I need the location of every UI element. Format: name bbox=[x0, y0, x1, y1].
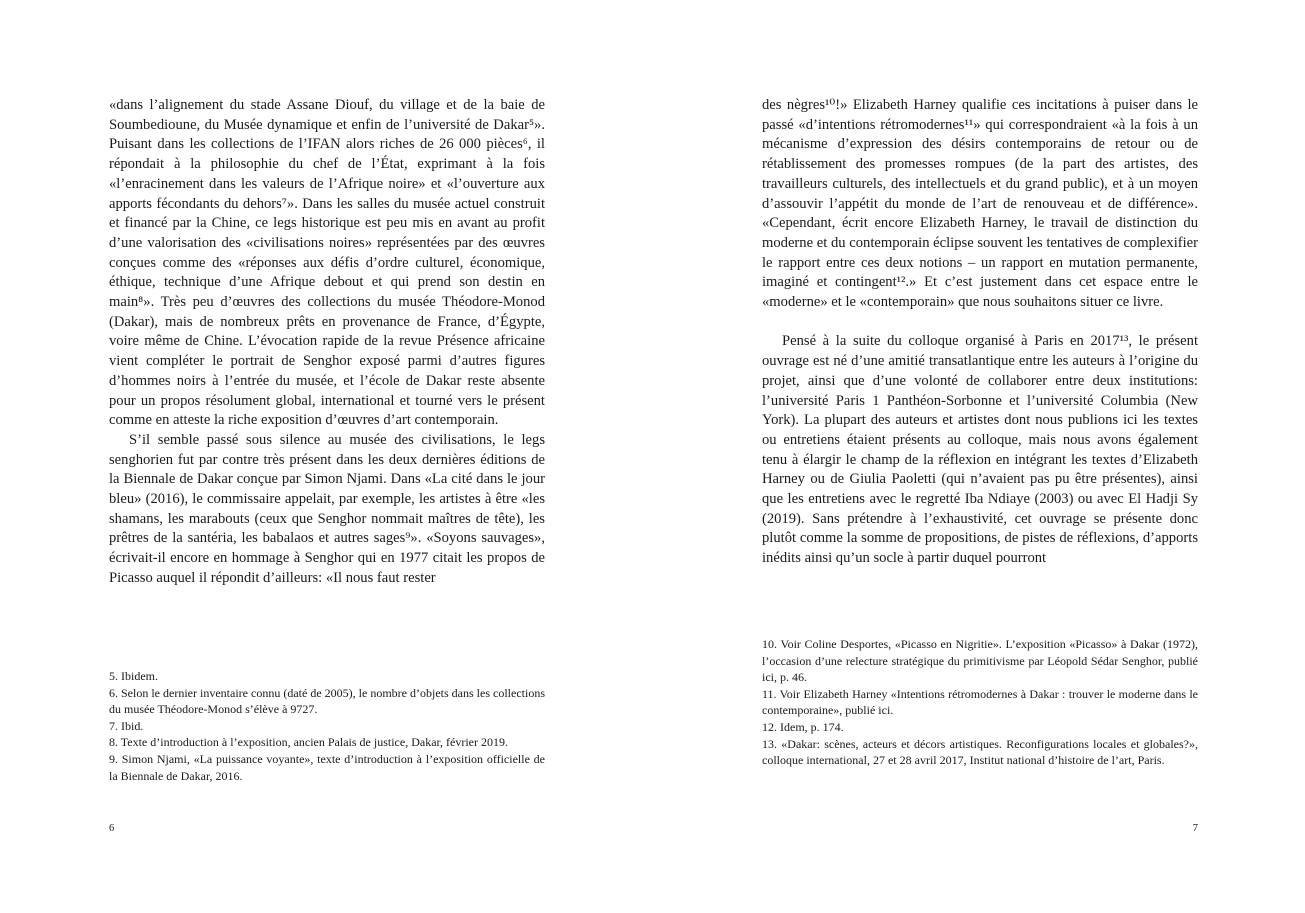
body-paragraph: S’il semble passé sous silence au musée des civilisations, le legs senghorien fut par contre très présent dans les deux dernières éditions de la Biennale de Dakar conçue par Simon Njami. Dans «La cité dans le jour bleu» (2016), le commissaire appelait, par exemple, les artistes à être «les shamans, les marabouts (ceux que Senghor nommait maîtres de tête), les prêtres de la santéria, les babalaos et autres sages⁹». «Soyons sauvages», écrivait-il encore en hommage à Senghor qui en 1977 citait les propos de Picasso auquel il répondit d’ailleurs: «Il nous faut rester bbox=[109, 431, 545, 586]
footnote: 8. Texte d’introduction à l’exposition, ancien Palais de justice, Dakar, février 2019. bbox=[109, 735, 509, 750]
right-footnotes bbox=[762, 636, 1198, 769]
footnote: 11. Voir Elizabeth Harney «Intentions rétromodernes à Dakar : trouver le moderne dans le contemporaine», publié ici. bbox=[762, 686, 1198, 718]
footnote: 7. Ibid. bbox=[109, 718, 144, 733]
page-number-right: 7 bbox=[1192, 823, 1198, 834]
footnote: 5. Ibidem. bbox=[109, 669, 158, 683]
footnote: 13. «Dakar: scènes, acteurs et décors artistiques. Reconfigurations locales et globales?», colloque international, 27 et 28 avril 2017, Institut national d’histoire de l’art, Paris. bbox=[762, 736, 1198, 768]
body-paragraph: des nègres¹⁰!» Elizabeth Harney qualifie ces incitations à puiser dans le passé «d’intentions rétromodernes¹¹» qui correspondraient «à la fois à un mécanisme d’expression des désirs contemporains de retour ou de rétablissement des promesses rompues (de la part des artistes, des travailleurs culturels, des intellectuels et du grand public), et à un moyen d’assouvir l’appétit du monde de l’art de renouveau et de différence». «Cependant, écrit encore Elizabeth Harney, le travail de distinction du moderne et du contemporain éclipse souvent les tentatives de complexifier le rapport entre ces deux notions – un rapport en mutation permanente, imaginé et contingent¹².» Et c’est justement dans cet espace entre le «moderne» et le «contemporain» que nous souhaitons situer ce livre. bbox=[762, 97, 1198, 311]
page-number-left: 6 bbox=[109, 823, 115, 834]
footnote: 10. Voir Coline Desportes, «Picasso en Nigritie». L’exposition «Picasso» à Dakar (1972), l’occasion d’une relecture stratégique du primitivisme par Léopold Sédar Senghor, publié ici, p. 46. bbox=[762, 637, 1198, 685]
right-page bbox=[762, 0, 1198, 913]
left-footnotes bbox=[109, 668, 545, 784]
left-page bbox=[109, 0, 545, 913]
footnote: 9. Simon Njami, «La puissance voyante», texte d’introduction à l’exposition officielle de la Biennale de Dakar, 2016. bbox=[109, 751, 545, 783]
footnote: 12. Idem, p. 174. bbox=[762, 719, 844, 734]
body-paragraph: «dans l’alignement du stade Assane Diouf, du village et de la baie de Soumbedioune, du Musée dynamique et enfin de l’université de Dakar⁵». Puisant dans les collections de l’IFAN alors riches de 26 000 pièces⁶, il répondait à la philosophie du chef de l’État, exprimant à la fois «l’enracinement dans les valeurs de l’Afrique noire» et «l’ouverture aux apports fécondants du dehors⁷». Dans les salles du musée actuel construit et financé par la Chine, ce legs historique est peu mis en avant au profit d’une valorisation des «civilisations noires» représentées par des œuvres conçues comme des «réponses aux défis d’ordre culturel, économique, éthique, technique d’une Afrique debout et qui prend son destin en main⁸». Très peu d’œuvres des collections du musée Théodore-Monod (Dakar), mais de nombreux prêts en provenance de France, d’Égypte, voire même de Chine. L’évocation rapide de la revue Présence africaine vient compléter le portrait de Senghor exposé parmi d’autres figures d’hommes noirs à l’entrée du musée, et l’école de Dakar reste absente pour un propos résolument global, international et tourné vers le présent comme en atteste la riche exposition d’œuvres d’art contemporain. bbox=[109, 97, 545, 429]
left-body-text bbox=[109, 96, 545, 589]
right-body-text bbox=[762, 96, 1198, 569]
footnote: 6. Selon le dernier inventaire connu (daté de 2005), le nombre d’objets dans les collections du musée Théodore-Monod s’élève à 9727. bbox=[109, 685, 545, 717]
body-paragraph: Pensé à la suite du colloque organisé à Paris en 2017¹³, le présent ouvrage est né d’une amitié transatlantique entre les auteurs à l’origine du projet, ainsi que d’une volonté de collaborer entre deux institutions: l’université Paris 1 Panthéon-Sorbonne et l’université Columbia (New York). La plupart des auteurs et artistes dont nous publions ici les textes ou entretiens étaient présents au colloque, mais nous avons également tenu à élargir le champ de la réflexion en intégrant les textes d’Elizabeth Harney ou de Giulia Paoletti (qui n’avaient pas pu être présentes), ainsi que les entretiens avec le regretté Iba Ndiaye (2003) ou avec El Hadji Sy (2019). Sans prétendre à l’exhaustivité, cet ouvrage se présente donc plutôt comme la somme de propositions, de pistes de réflexions, d’apports inédits ainsi qu’un socle à partir duquel pourront bbox=[762, 333, 1198, 567]
